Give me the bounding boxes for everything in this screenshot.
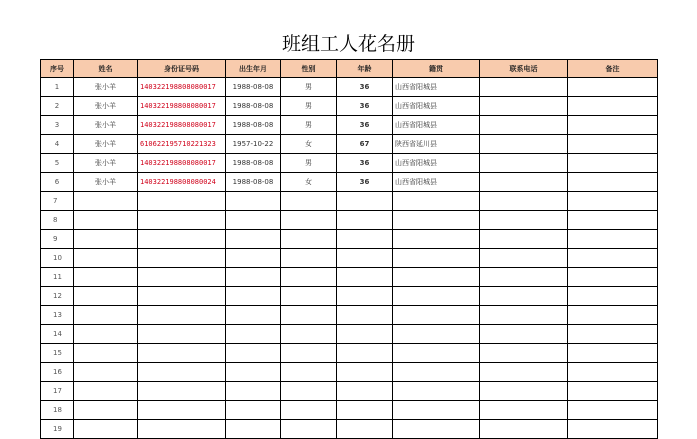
cell-empty[interactable] [226, 249, 281, 268]
cell-empty[interactable] [337, 268, 393, 287]
cell-empty[interactable] [393, 363, 480, 382]
cell-empty[interactable] [74, 230, 138, 249]
cell-seq[interactable]: 16 [41, 363, 74, 382]
cell-empty[interactable] [74, 192, 138, 211]
cell-empty[interactable] [337, 287, 393, 306]
cell-empty[interactable] [568, 382, 658, 401]
cell-empty[interactable] [74, 211, 138, 230]
cell-empty[interactable] [568, 287, 658, 306]
cell-empty[interactable] [393, 401, 480, 420]
cell-empty[interactable] [480, 192, 568, 211]
cell-empty[interactable] [226, 306, 281, 325]
cell-empty[interactable] [138, 420, 226, 439]
header-seq: 序号 [41, 60, 74, 78]
cell-age[interactable]: 36 [337, 154, 393, 173]
cell-note[interactable] [568, 173, 658, 192]
cell-empty[interactable] [393, 287, 480, 306]
cell-age[interactable]: 36 [337, 173, 393, 192]
cell-empty[interactable] [226, 287, 281, 306]
cell-empty[interactable] [226, 401, 281, 420]
header-birth: 出生年月 [226, 60, 281, 78]
cell-gender[interactable]: 男 [281, 97, 337, 116]
cell-empty[interactable] [281, 401, 337, 420]
cell-seq[interactable]: 19 [41, 420, 74, 439]
cell-seq[interactable]: 15 [41, 344, 74, 363]
cell-empty[interactable] [138, 401, 226, 420]
cell-empty[interactable] [337, 420, 393, 439]
header-gender: 性别 [281, 60, 337, 78]
cell-note[interactable] [568, 116, 658, 135]
cell-empty[interactable] [281, 192, 337, 211]
table-row[interactable] [41, 230, 658, 249]
cell-phone[interactable] [480, 173, 568, 192]
table-row[interactable] [41, 344, 658, 363]
cell-empty[interactable] [393, 420, 480, 439]
cell-empty[interactable] [568, 211, 658, 230]
cell-empty[interactable] [393, 344, 480, 363]
cell-seq[interactable]: 14 [41, 325, 74, 344]
cell-id[interactable]: 140322198808080017 [138, 116, 226, 135]
cell-id[interactable]: 140322198808080017 [138, 97, 226, 116]
cell-empty[interactable] [480, 382, 568, 401]
cell-gender[interactable]: 男 [281, 154, 337, 173]
cell-empty[interactable] [337, 344, 393, 363]
cell-empty[interactable] [393, 306, 480, 325]
cell-empty[interactable] [393, 211, 480, 230]
cell-seq[interactable]: 1 [41, 78, 74, 97]
cell-empty[interactable] [568, 230, 658, 249]
table-row[interactable] [41, 116, 658, 135]
cell-origin[interactable]: 山西省阳城县 [393, 154, 480, 173]
cell-empty[interactable] [480, 306, 568, 325]
cell-origin[interactable]: 陕西省延川县 [393, 135, 480, 154]
cell-empty[interactable] [74, 401, 138, 420]
cell-note[interactable] [568, 78, 658, 97]
header-id: 身份证号码 [138, 60, 226, 78]
cell-empty[interactable] [568, 306, 658, 325]
table-row[interactable] [41, 287, 658, 306]
cell-empty[interactable] [480, 230, 568, 249]
cell-empty[interactable] [568, 420, 658, 439]
cell-empty[interactable] [568, 268, 658, 287]
cell-empty[interactable] [393, 230, 480, 249]
cell-note[interactable] [568, 135, 658, 154]
cell-seq[interactable]: 2 [41, 97, 74, 116]
table-row[interactable] [41, 78, 658, 97]
cell-empty[interactable] [480, 249, 568, 268]
table-row[interactable] [41, 192, 658, 211]
cell-empty[interactable] [393, 268, 480, 287]
table-row[interactable] [41, 306, 658, 325]
cell-phone[interactable] [480, 116, 568, 135]
cell-gender[interactable]: 女 [281, 173, 337, 192]
cell-age[interactable]: 36 [337, 116, 393, 135]
table-row[interactable] [41, 249, 658, 268]
cell-empty[interactable] [480, 420, 568, 439]
cell-empty[interactable] [281, 382, 337, 401]
cell-note[interactable] [568, 97, 658, 116]
table-row[interactable] [41, 173, 658, 192]
cell-empty[interactable] [138, 325, 226, 344]
cell-age[interactable]: 36 [337, 78, 393, 97]
cell-seq[interactable]: 7 [41, 192, 74, 211]
header-origin: 籍贯 [393, 60, 480, 78]
cell-empty[interactable] [281, 344, 337, 363]
cell-empty[interactable] [393, 382, 480, 401]
cell-empty[interactable] [393, 249, 480, 268]
cell-seq[interactable]: 18 [41, 401, 74, 420]
cell-empty[interactable] [480, 325, 568, 344]
cell-empty[interactable] [226, 363, 281, 382]
cell-name[interactable]: 张小羊 [74, 97, 138, 116]
table-row[interactable] [41, 268, 658, 287]
cell-empty[interactable] [480, 287, 568, 306]
cell-empty[interactable] [337, 382, 393, 401]
cell-empty[interactable] [393, 192, 480, 211]
cell-seq[interactable]: 10 [41, 249, 74, 268]
cell-phone[interactable] [480, 135, 568, 154]
cell-empty[interactable] [568, 249, 658, 268]
roster-table [40, 59, 658, 439]
cell-birth[interactable]: 1988-08-08 [226, 154, 281, 173]
cell-empty[interactable] [74, 382, 138, 401]
cell-gender[interactable]: 男 [281, 78, 337, 97]
cell-empty[interactable] [74, 306, 138, 325]
cell-empty[interactable] [74, 249, 138, 268]
cell-empty[interactable] [138, 287, 226, 306]
cell-empty[interactable] [337, 401, 393, 420]
cell-empty[interactable] [480, 363, 568, 382]
header-name: 姓名 [74, 60, 138, 78]
cell-empty[interactable] [480, 211, 568, 230]
cell-empty[interactable] [337, 249, 393, 268]
cell-empty[interactable] [337, 325, 393, 344]
cell-empty[interactable] [337, 192, 393, 211]
cell-empty[interactable] [138, 211, 226, 230]
cell-empty[interactable] [138, 363, 226, 382]
page-title: 班组工人花名册 [281, 33, 415, 55]
cell-empty[interactable] [138, 268, 226, 287]
cell-birth[interactable]: 1957-10-22 [226, 135, 281, 154]
cell-seq[interactable]: 17 [41, 382, 74, 401]
cell-name[interactable]: 张小羊 [74, 154, 138, 173]
cell-name[interactable]: 张小羊 [74, 78, 138, 97]
table-row[interactable] [41, 401, 658, 420]
cell-empty[interactable] [337, 363, 393, 382]
cell-empty[interactable] [138, 192, 226, 211]
cell-empty[interactable] [281, 325, 337, 344]
cell-id[interactable]: 140322198808080024 [138, 173, 226, 192]
cell-empty[interactable] [74, 325, 138, 344]
table-row[interactable] [41, 363, 658, 382]
table-row[interactable] [41, 97, 658, 116]
cell-seq[interactable]: 6 [41, 173, 74, 192]
cell-empty[interactable] [138, 249, 226, 268]
cell-id[interactable]: 140322198808080017 [138, 78, 226, 97]
table-row[interactable] [41, 325, 658, 344]
cell-empty[interactable] [480, 401, 568, 420]
cell-name[interactable]: 张小羊 [74, 135, 138, 154]
cell-seq[interactable]: 8 [41, 211, 74, 230]
cell-id[interactable]: 610622195710221323 [138, 135, 226, 154]
cell-empty[interactable] [74, 420, 138, 439]
cell-gender[interactable]: 男 [281, 116, 337, 135]
cell-birth[interactable]: 1988-08-08 [226, 78, 281, 97]
cell-seq[interactable]: 3 [41, 116, 74, 135]
cell-empty[interactable] [480, 268, 568, 287]
cell-empty[interactable] [226, 211, 281, 230]
cell-seq[interactable]: 11 [41, 268, 74, 287]
cell-phone[interactable] [480, 78, 568, 97]
cell-empty[interactable] [568, 344, 658, 363]
cell-empty[interactable] [281, 287, 337, 306]
cell-phone[interactable] [480, 97, 568, 116]
cell-seq[interactable]: 5 [41, 154, 74, 173]
cell-empty[interactable] [226, 420, 281, 439]
cell-birth[interactable]: 1988-08-08 [226, 116, 281, 135]
cell-empty[interactable] [226, 268, 281, 287]
cell-empty[interactable] [281, 306, 337, 325]
cell-empty[interactable] [281, 230, 337, 249]
cell-age[interactable]: 36 [337, 97, 393, 116]
cell-empty[interactable] [138, 344, 226, 363]
cell-birth[interactable]: 1988-08-08 [226, 97, 281, 116]
header-note: 备注 [568, 60, 658, 78]
cell-empty[interactable] [337, 230, 393, 249]
cell-note[interactable] [568, 154, 658, 173]
cell-empty[interactable] [226, 382, 281, 401]
table-row[interactable] [41, 154, 658, 173]
cell-empty[interactable] [337, 306, 393, 325]
cell-origin[interactable]: 山西省阳城县 [393, 78, 480, 97]
header-phone: 联系电话 [480, 60, 568, 78]
cell-seq[interactable]: 4 [41, 135, 74, 154]
cell-empty[interactable] [138, 382, 226, 401]
cell-empty[interactable] [281, 211, 337, 230]
cell-empty[interactable] [226, 192, 281, 211]
cell-empty[interactable] [568, 325, 658, 344]
cell-empty[interactable] [281, 249, 337, 268]
cell-empty[interactable] [281, 420, 337, 439]
cell-empty[interactable] [138, 230, 226, 249]
cell-empty[interactable] [226, 325, 281, 344]
cell-origin[interactable]: 山西省阳城县 [393, 116, 480, 135]
cell-empty[interactable] [337, 211, 393, 230]
table-row[interactable] [41, 420, 658, 439]
cell-origin[interactable]: 山西省阳城县 [393, 173, 480, 192]
cell-empty[interactable] [281, 363, 337, 382]
cell-seq[interactable]: 12 [41, 287, 74, 306]
cell-empty[interactable] [74, 287, 138, 306]
header-age: 年龄 [337, 60, 393, 78]
table-row[interactable] [41, 211, 658, 230]
cell-name[interactable]: 张小羊 [74, 173, 138, 192]
cell-empty[interactable] [226, 344, 281, 363]
cell-gender[interactable]: 女 [281, 135, 337, 154]
table-row[interactable] [41, 382, 658, 401]
cell-empty[interactable] [568, 192, 658, 211]
cell-empty[interactable] [74, 268, 138, 287]
cell-empty[interactable] [393, 325, 480, 344]
header-row [41, 60, 658, 78]
table-row[interactable] [41, 135, 658, 154]
cell-empty[interactable] [138, 306, 226, 325]
cell-id[interactable]: 140322198808080017 [138, 154, 226, 173]
cell-empty[interactable] [568, 401, 658, 420]
cell-empty[interactable] [568, 363, 658, 382]
cell-empty[interactable] [226, 230, 281, 249]
cell-empty[interactable] [74, 363, 138, 382]
cell-phone[interactable] [480, 154, 568, 173]
cell-seq[interactable]: 13 [41, 306, 74, 325]
cell-empty[interactable] [74, 344, 138, 363]
cell-empty[interactable] [480, 344, 568, 363]
cell-birth[interactable]: 1988-08-08 [226, 173, 281, 192]
cell-seq[interactable]: 9 [41, 230, 74, 249]
cell-name[interactable]: 张小羊 [74, 116, 138, 135]
blank-rows [41, 192, 658, 439]
cell-origin[interactable]: 山西省阳城县 [393, 97, 480, 116]
cell-empty[interactable] [281, 268, 337, 287]
cell-age[interactable]: 67 [337, 135, 393, 154]
